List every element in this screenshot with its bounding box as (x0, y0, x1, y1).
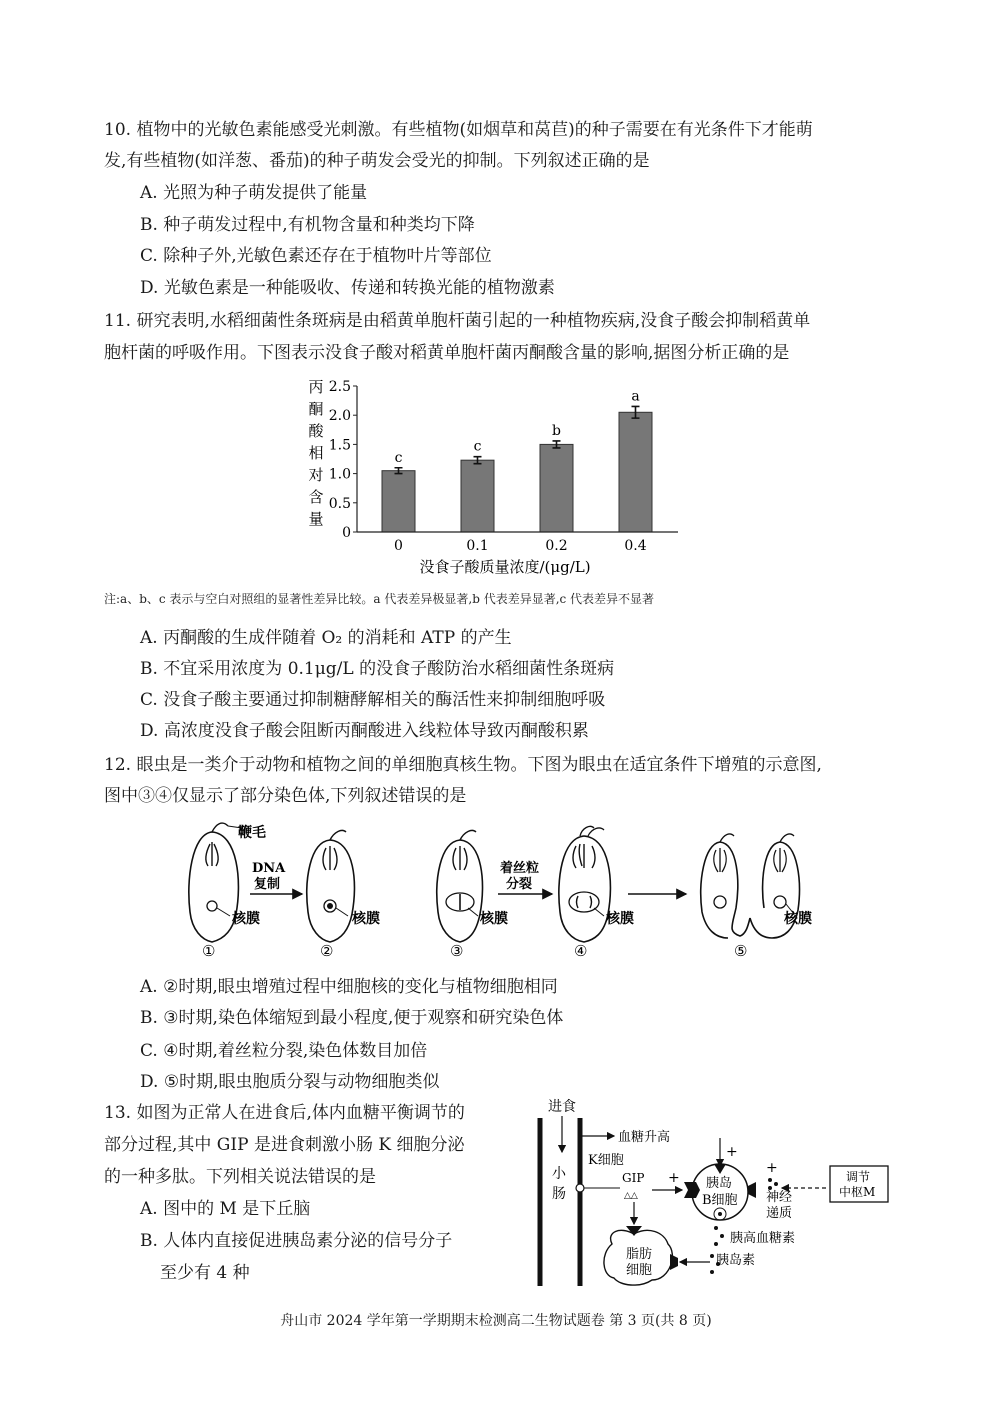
center-label-1: 调节 (846, 1170, 871, 1184)
y-tick-label: 1.5 (328, 437, 351, 454)
q12-option-c: C. ④时期,着丝粒分裂,染色体数目加倍 (140, 1041, 428, 1061)
nucleus-label-3: 核膜 (480, 911, 508, 927)
chart-x-axis-label: 没食子酸质量浓度/(μg/L) (419, 558, 591, 576)
plus-sign-gip: + (668, 1170, 680, 1186)
q11-stem-line1: 11. 研究表明,水稻细菌性条斑病是由稻黄单胞杆菌引起的一种植物疾病,没食子酸会抑制稻黄单 (104, 311, 811, 331)
gip-label: GIP (622, 1171, 645, 1185)
stage-3-cell (437, 830, 483, 942)
fat-cell-label-2: 细胞 (626, 1263, 653, 1278)
y-axis-label-char: 量 (308, 510, 324, 528)
x-tick-label: 0.1 (466, 538, 489, 554)
glucose-receptor-icon (714, 1164, 726, 1174)
nucleus-label-1: 核膜 (232, 911, 260, 927)
y-tick-label: 2.0 (328, 408, 351, 425)
significance-label: a (631, 388, 640, 405)
q13-option-b-line2: 至少有 4 种 (160, 1263, 250, 1283)
euglena-division-diagram (180, 822, 840, 964)
plus-sign-neuro: + (766, 1160, 778, 1176)
y-axis-label-char: 含 (308, 488, 324, 506)
q13-stem-line3: 的一种多肽。下列相关说法错误的是 (104, 1167, 376, 1187)
stage-4-cell (559, 826, 611, 942)
gip-molecules-icon: △△ (624, 1191, 638, 1201)
neuro-label-1: 神经 (766, 1190, 793, 1205)
q11-option-d: D. 高浓度没食子酸会阻断丙酮酸进入线粒体导致丙酮酸积累 (140, 721, 589, 741)
islet-label-2: B细胞 (702, 1193, 738, 1208)
small-intestine-label-2: 肠 (552, 1186, 566, 1202)
y-tick-label: 2.5 (328, 379, 351, 395)
arrow2-label-bottom: 分裂 (506, 877, 533, 892)
q11-option-c: C. 没食子酸主要通过抑制糖酵解相关的酶活性来抑制细胞呼吸 (140, 690, 606, 710)
stage-2-cell (307, 830, 355, 942)
nucleus-label-5: 核膜 (784, 911, 812, 927)
x-tick-label: 0 (394, 538, 403, 554)
stage-1-label: ① (202, 942, 216, 960)
chart-y-axis-label (308, 378, 324, 528)
q12-stem-line2: 图中③④仅显示了部分染色体,下列叙述错误的是 (104, 786, 467, 806)
k-cell-label: K细胞 (588, 1153, 624, 1168)
y-tick-label: 0 (342, 525, 351, 541)
page-footer: 舟山市 2024 学年第一学期期末检测高二生物试题卷 第 3 页(共 8 页) (280, 1313, 712, 1329)
q11-option-b: B. 不宜采用浓度为 0.1μg/L 的没食子酸防治水稻细菌性条斑病 (140, 659, 615, 679)
fat-cell-label-1: 脂肪 (626, 1247, 653, 1262)
y-axis-label-char: 酸 (308, 422, 324, 440)
q10-option-d: D. 光敏色素是一种能吸收、传递和转换光能的植物激素 (140, 278, 555, 298)
stage-3-label: ③ (450, 942, 464, 960)
stage-5-label: ⑤ (734, 942, 748, 960)
q10-stem-line1: 10. 植物中的光敏色素能感受光刺激。有些植物(如烟草和莴苣)的种子需要在有光条件下才能萌 (104, 120, 813, 140)
bar (540, 444, 573, 532)
significance-label: c (394, 449, 403, 466)
y-axis-label-char: 丙 (308, 378, 324, 396)
q13-option-a: A. 图中的 M 是下丘脑 (140, 1199, 311, 1219)
q12-option-b: B. ③时期,染色体缩短到最小程度,便于观察和研究染色体 (140, 1008, 564, 1028)
q10-stem-line2: 发,有些植物(如洋葱、番茄)的种子萌发会受光的抑制。下列叙述正确的是 (104, 151, 650, 171)
x-tick-label: 0.2 (545, 538, 568, 554)
y-tick-label: 0.5 (328, 495, 351, 512)
islet-label-1: 胰岛 (706, 1176, 733, 1191)
q12-option-d: D. ⑤时期,眼虫胞质分裂与动物细胞类似 (140, 1072, 440, 1092)
y-tick-label: 1.0 (328, 466, 351, 483)
q10-option-c: C. 除种子外,光敏色素还存在于植物叶片等部位 (140, 246, 492, 266)
stage-1-cell (189, 823, 239, 942)
pyruvate-bar-chart (300, 372, 700, 582)
blood-glucose-regulation-diagram (530, 1094, 910, 1290)
nucleus-label-4: 核膜 (606, 911, 634, 927)
y-axis-label-char: 对 (308, 466, 324, 484)
bar (619, 412, 652, 532)
significance-label: c (473, 438, 482, 455)
nucleus-label-2: 核膜 (352, 911, 380, 927)
stage-4-label: ④ (574, 942, 588, 960)
neuro-label-2: 递质 (766, 1206, 793, 1221)
y-axis-label-char: 相 (308, 444, 324, 462)
arrow1-label-bottom: 复制 (254, 877, 281, 892)
neurotransmitter-receptor-icon (748, 1182, 756, 1198)
x-tick-label: 0.4 (624, 538, 647, 554)
q13-stem-line2: 部分过程,其中 GIP 是进食刺激小肠 K 细胞分泌 (104, 1135, 465, 1155)
stage-2-label: ② (320, 942, 334, 960)
arrow2-label-top: 着丝粒 (500, 861, 540, 876)
q11-option-a: A. 丙酮酸的生成伴随着 O₂ 的消耗和 ATP 的产生 (140, 628, 512, 648)
q12-option-a: A. ②时期,眼虫增殖过程中细胞核的变化与植物细胞相同 (140, 977, 558, 997)
insulin-label: 胰岛素 (716, 1253, 756, 1268)
glucose-up-label: 血糖升高 (618, 1130, 671, 1145)
q11-chart-note: 注:a、b、c 表示与空白对照组的显著性差异比较。a 代表差异极显著,b 代表差异显著,c 代表差异不显著 (104, 592, 655, 606)
plus-sign-top: + (726, 1144, 738, 1160)
center-label-2: 中枢M (839, 1185, 876, 1199)
q13-stem-line1: 13. 如图为正常人在进食后,体内血糖平衡调节的 (104, 1103, 465, 1123)
bar (461, 460, 494, 532)
q10-option-b: B. 种子萌发过程中,有机物含量和种类均下降 (140, 215, 475, 235)
eat-label: 进食 (548, 1099, 576, 1115)
small-intestine-label-1: 小 (552, 1166, 566, 1182)
q13-option-b-line1: B. 人体内直接促进胰岛素分泌的信号分子 (140, 1231, 453, 1251)
bar (382, 471, 415, 532)
arrow1-label-top: DNA (252, 861, 286, 876)
q11-stem-line2: 胞杆菌的呼吸作用。下图表示没食子酸对稻黄单胞杆菌丙酮酸含量的影响,据图分析正确的是 (104, 343, 790, 363)
flagellum-label: 鞭毛 (238, 825, 266, 841)
significance-label: b (552, 422, 561, 439)
glucagon-label: 胰高血糖素 (730, 1231, 796, 1246)
q12-stem-line1: 12. 眼虫是一类介于动物和植物之间的单细胞真核生物。下图为眼虫在适宜条件下增殖的示意图, (104, 755, 822, 775)
y-axis-label-char: 酮 (308, 400, 324, 418)
q10-option-a: A. 光照为种子萌发提供了能量 (140, 183, 368, 203)
